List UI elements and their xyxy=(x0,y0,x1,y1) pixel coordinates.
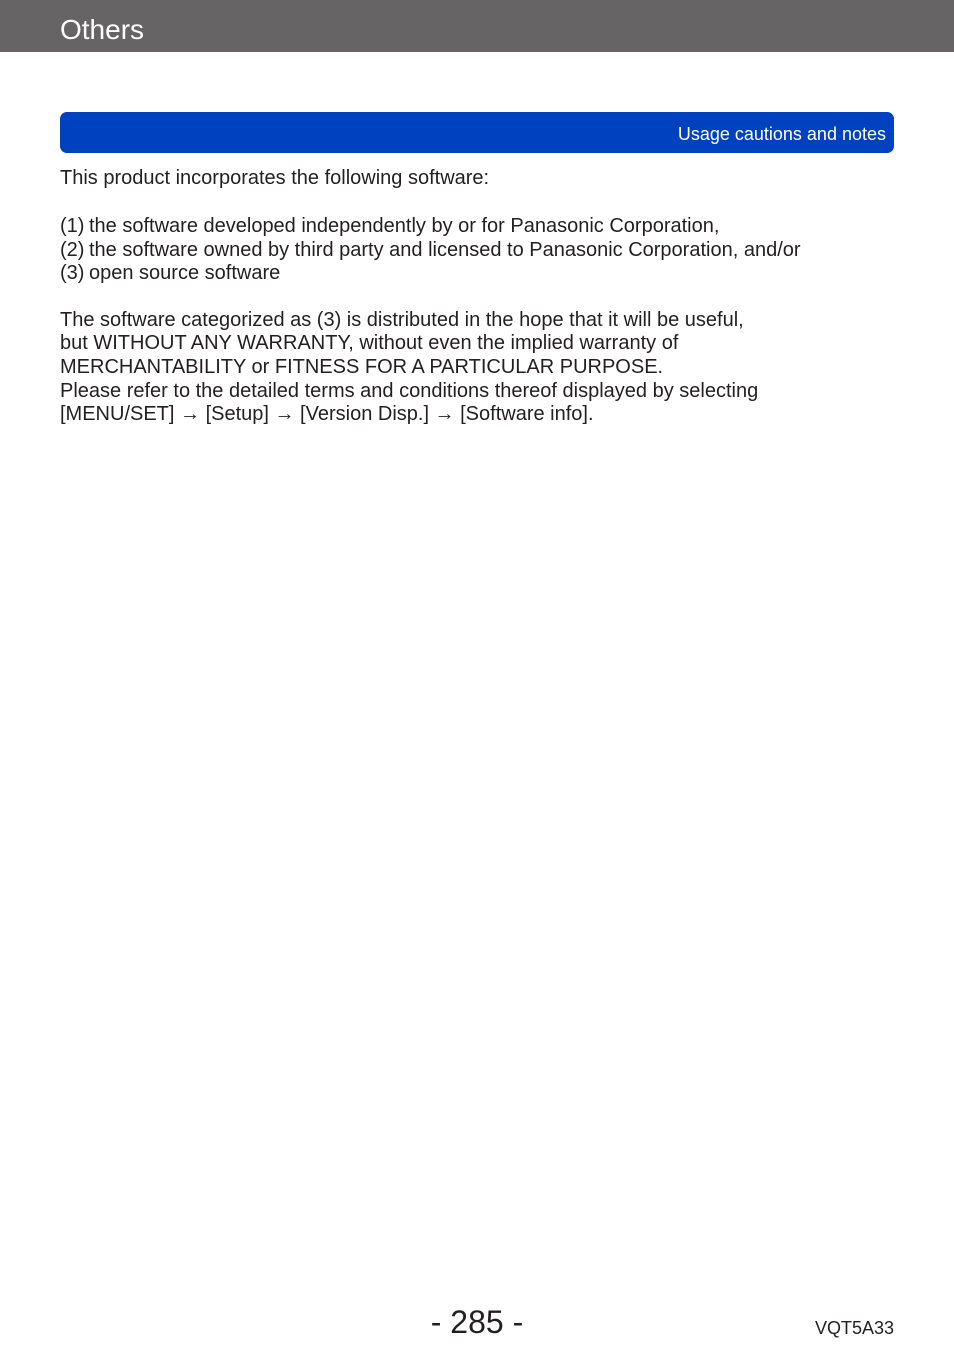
list-item-number: (2) xyxy=(60,238,85,261)
chapter-title: Others xyxy=(60,14,145,45)
list-item-text: the software owned by third party and licensed to Panasonic Corporation, and/or xyxy=(89,238,801,261)
list-item xyxy=(60,239,894,263)
notes-line: but WITHOUT ANY WARRANTY, without even the implied warranty of xyxy=(60,332,679,355)
list-item-text: open source software xyxy=(89,262,281,285)
list-item xyxy=(60,262,894,286)
section-label: Usage cautions and notes xyxy=(677,124,886,144)
chapter-header xyxy=(0,0,954,52)
license-notes xyxy=(60,309,894,427)
list-item-number: (3) xyxy=(60,262,85,285)
notes-line: The software categorized as (3) is distributed in the hope that it will be useful, xyxy=(60,308,744,331)
notes-line: Please refer to the detailed terms and conditions thereof displayed by selecting xyxy=(60,379,759,402)
software-list xyxy=(60,215,894,286)
list-item xyxy=(60,215,894,239)
page-content xyxy=(60,167,894,427)
notes-line: MERCHANTABILITY or FITNESS FOR A PARTICULAR PURPOSE. xyxy=(60,355,664,378)
intro-text: This product incorporates the following software: xyxy=(60,167,490,189)
list-item-number: (1) xyxy=(60,215,85,237)
notes-line: [MENU/SET] → [Setup] → [Version Disp.] → [Software info]. xyxy=(60,403,594,426)
list-item-text: the software developed independently by or for Panasonic Corporation, xyxy=(89,215,720,237)
document-code: VQT5A33 xyxy=(814,1318,894,1338)
section-band xyxy=(60,112,894,153)
page-number: - 285 - xyxy=(430,1304,524,1340)
